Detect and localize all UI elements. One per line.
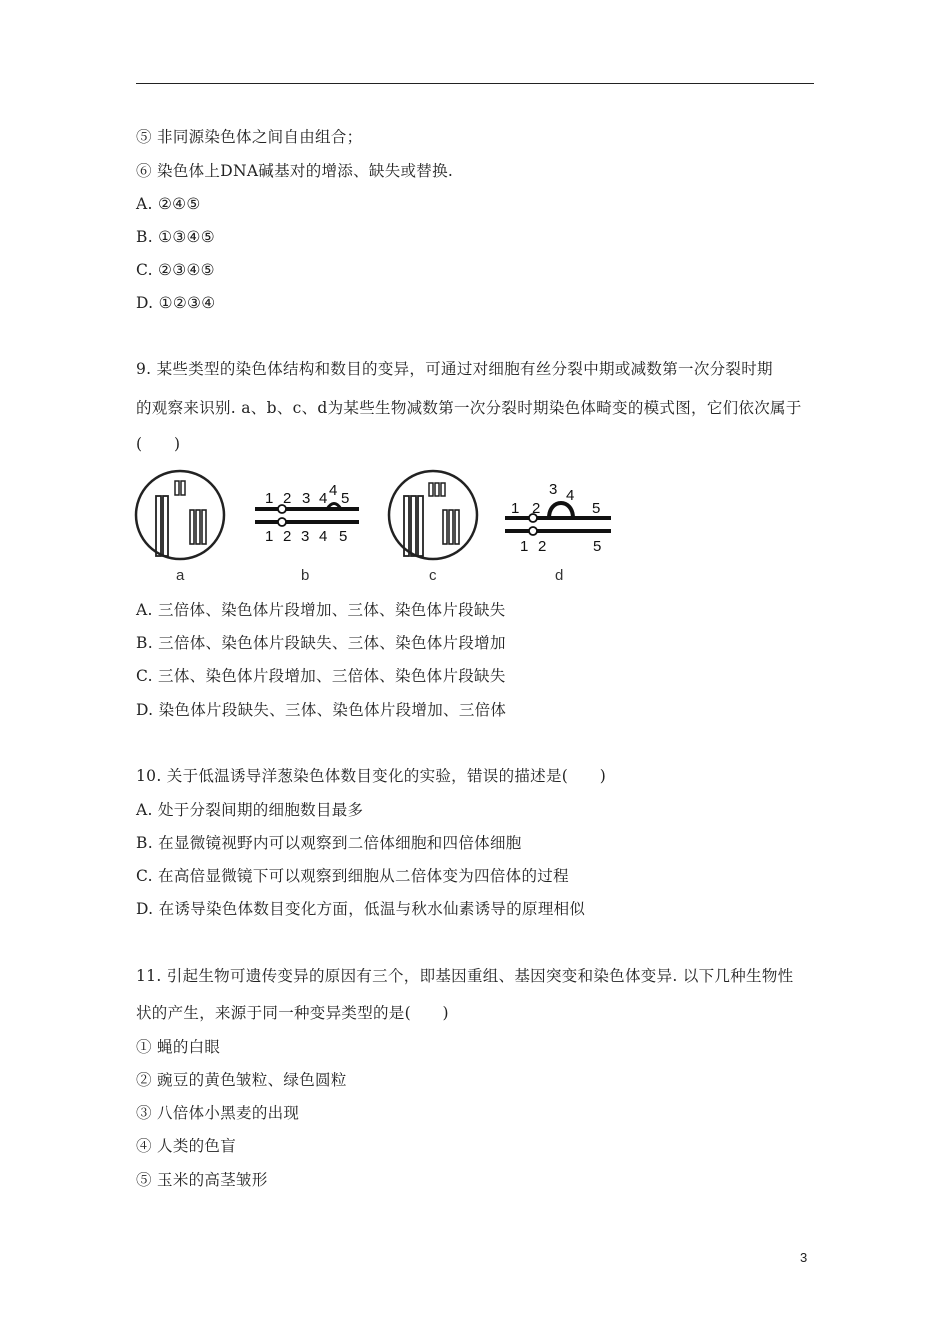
q11-item-4: ④ 人类的色盲	[136, 1137, 237, 1155]
figure-c-label: c	[429, 567, 437, 584]
q10-option-b: B. 在显微镜视野内可以观察到二倍体细胞和四倍体细胞	[136, 834, 522, 852]
figure-a	[134, 470, 234, 585]
q10-option-d: D. 在诱导染色体数目变化方面，低温与秋水仙素诱导的原理相似	[136, 900, 586, 918]
q9-option-b: B. 三倍体、染色体片段缺失、三体、染色体片段增加	[136, 634, 506, 652]
q11-item-3: ③ 八倍体小黑麦的出现	[136, 1104, 300, 1122]
line-item-5: ⑤ 非同源染色体之间自由组合；	[136, 128, 363, 146]
q8-option-c: C. ②③④⑤	[136, 261, 215, 279]
q10-stem: 10. 关于低温诱导洋葱染色体数目变化的实验，错误的描述是( )	[136, 767, 607, 785]
q11-stem-line1: 11. 引起生物可遗传变异的原因有三个，即基因重组、基因突变和染色体变异. 以下几种生物性	[136, 967, 794, 985]
figure-b	[255, 470, 365, 585]
q9-option-c: C. 三体、染色体片段增加、三倍体、染色体片段缺失	[136, 667, 506, 685]
q9-stem-line2: 的观察来识别. a、b、c、d为某些生物减数第一次分裂时期染色体畸变的模式图，它们依次属于	[136, 399, 802, 417]
d-top-num: 1	[511, 500, 520, 517]
q11-item-1: ① 蝇的白眼	[136, 1038, 221, 1056]
q9-stem-line1: 9. 某些类型的染色体结构和数目的变异，可通过对细胞有丝分裂中期或减数第一次分裂时期	[136, 360, 773, 378]
q11-item-5: ⑤ 玉米的高茎皱形	[136, 1171, 268, 1189]
line-item-6: ⑥ 染色体上DNA碱基对的增添、缺失或替换.	[136, 162, 454, 180]
q11-item-2: ② 豌豆的黄色皱粒、绿色圆粒	[136, 1071, 347, 1089]
q8-option-d: D. ①②③④	[136, 294, 216, 312]
b-top-num: 5	[341, 490, 350, 507]
d-bottom-num: 5	[593, 538, 602, 555]
q10-option-a: A. 处于分裂间期的细胞数目最多	[136, 801, 364, 819]
figure-b-label: b	[301, 567, 310, 584]
page-number: 3	[800, 1250, 808, 1265]
b-top-num: 4	[319, 490, 328, 507]
q11-stem-line2: 状的产生，来源于同一种变异类型的是( )	[136, 1004, 449, 1022]
q9-option-a: A. 三倍体、染色体片段增加、三体、染色体片段缺失	[136, 601, 506, 619]
figure-d-label: d	[555, 567, 564, 584]
figure-a-label: a	[176, 567, 185, 584]
b-bottom-num: 2	[283, 528, 292, 545]
b-bottom-num: 5	[339, 528, 348, 545]
d-top-num: 2	[532, 500, 541, 517]
d-top-num: 4	[566, 487, 575, 504]
figure-d	[505, 470, 620, 585]
q9-option-d: D. 染色体片段缺失、三体、染色体片段增加、三倍体	[136, 701, 507, 719]
d-top-num: 3	[549, 481, 558, 498]
q8-option-a: A. ②④⑤	[136, 195, 201, 213]
b-top-num: 1	[265, 490, 274, 507]
b-top-num: 2	[283, 490, 292, 507]
b-top-num: 3	[302, 490, 311, 507]
d-bottom-num: 1	[520, 538, 529, 555]
b-bottom-num: 3	[301, 528, 310, 545]
figure-c	[387, 470, 487, 585]
header-rule	[136, 83, 814, 84]
q8-option-b: B. ①③④⑤	[136, 228, 215, 246]
b-bottom-num: 4	[319, 528, 328, 545]
q9-stem-line3: ( )	[136, 435, 181, 453]
q10-option-c: C. 在高倍显微镜下可以观察到细胞从二倍体变为四倍体的过程	[136, 867, 569, 885]
d-bottom-num: 2	[538, 538, 547, 555]
b-top-num: 4	[329, 482, 338, 499]
d-top-num: 5	[592, 500, 601, 517]
b-bottom-num: 1	[265, 528, 274, 545]
